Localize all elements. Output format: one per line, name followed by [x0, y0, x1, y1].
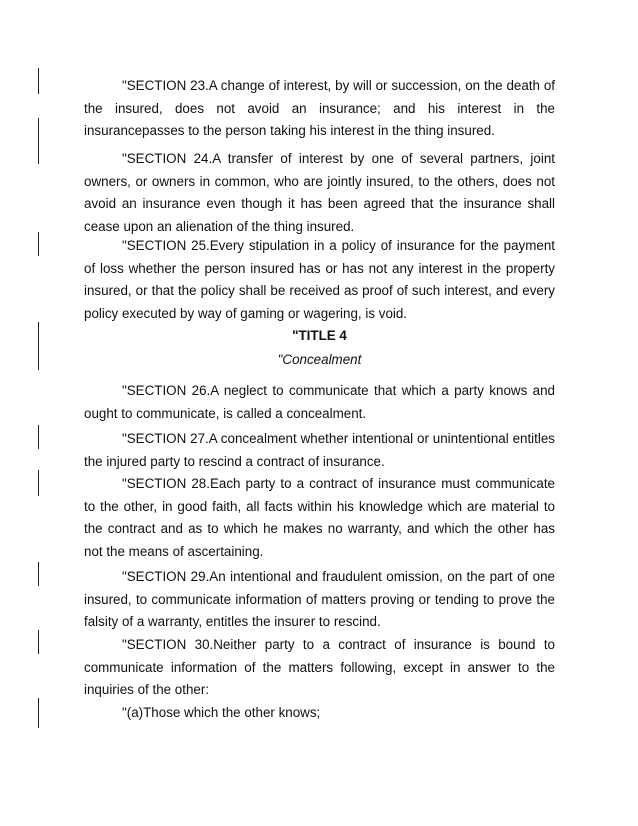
section-23-paragraph: "SECTION 23.A change of interest, by will or succession, on the death of the insured, does not avoid an insurance; and his interest in the insurancepasses to the person taking his interest in the thing insured. — [84, 78, 555, 139]
margin-bar — [38, 562, 39, 586]
section-26-paragraph: "SECTION 26.A neglect to communicate that which a party knows and ought to communicate, is called a concealment. — [84, 383, 555, 421]
margin-bar — [38, 68, 39, 94]
section-25-paragraph: "SECTION 25.Every stipulation in a policy of insurance for the payment of loss whether the person insured has or has not any interest in the property insured, or that the policy shall be received as proof of such interest, and every policy executed by way of gaming or wagering, is void. — [84, 238, 555, 321]
list-item-a: "(a)Those which the other knows; — [122, 705, 321, 720]
margin-bar — [38, 232, 39, 256]
title-heading: "TITLE 4 — [292, 328, 347, 343]
subtitle-heading: "Concealment — [277, 352, 362, 367]
margin-bar — [38, 322, 39, 370]
margin-bar — [38, 118, 39, 164]
margin-bar — [38, 630, 39, 654]
margin-bar — [38, 470, 39, 496]
margin-bar — [38, 698, 39, 728]
section-24-paragraph: "SECTION 24.A transfer of interest by one of several partners, joint owners, or owners in common, who are jointly insured, to the others, does not avoid an insurance even though it has been agreed that the insurance shall cease upon an alienation of the thing insured. — [84, 151, 555, 234]
section-28-paragraph: "SECTION 28.Each party to a contract of insurance must communicate to the other, in good faith, all facts within his knowledge which are material to the contract and as to which he makes no warranty, and which the other has not the means of ascertaining. — [84, 476, 555, 559]
section-29-paragraph: "SECTION 29.An intentional and fraudulent omission, on the part of one insured, to communicate information of matters proving or tending to prove the falsity of a warranty, entitles the insurer to rescind. — [84, 569, 555, 630]
margin-bar — [38, 425, 39, 449]
section-30-paragraph: "SECTION 30.Neither party to a contract of insurance is bound to communicate information of the matters following, except in answer to the inquiries of the other: — [84, 637, 555, 698]
section-27-paragraph: "SECTION 27.A concealment whether intentional or unintentional entitles the injured party to rescind a contract of insurance. — [84, 431, 555, 469]
